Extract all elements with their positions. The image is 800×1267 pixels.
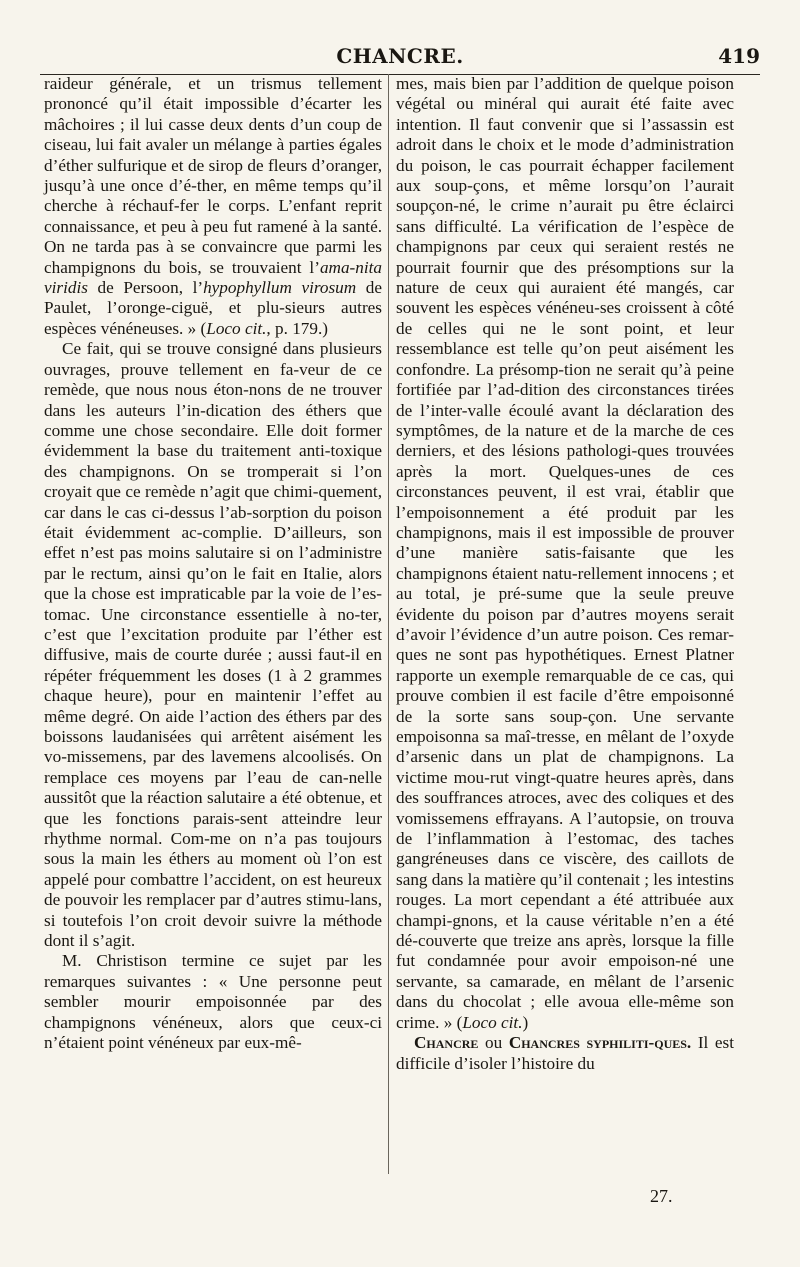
- text-run: , p. 179.): [266, 318, 329, 338]
- left-paragraph-3: M. Christison termine ce sujet par les remarques suivantes : « Une personne peut sembler mourir empoisonnée par des champignons vénéneux, alors que ceux-ci n’étaient point vénéneux par eux-mê-: [44, 951, 382, 1053]
- right-paragraph-2: [396, 1033, 734, 1074]
- signature-mark: 27.: [650, 1186, 673, 1206]
- left-paragraph-1: [44, 74, 382, 339]
- left-column: [44, 74, 382, 1054]
- text-run: de Persoon, l’: [87, 278, 204, 298]
- running-head: CHANCRE.: [336, 44, 464, 68]
- text-run: Il est difficile d’isoler l’histoire du: [396, 1033, 735, 1073]
- text-run: raideur générale, et un trismus tellement prononcé qu’il était impossible d’écarter les mâchoires ; il lui casse deux dents d’un coup de ciseau, lui fait avaler un mélange à parties égales d’éther sulfurique et de sirop de fleurs d’oranger, jusqu’à une once d’é-ther, en même temps qu’il cherche à réchauf-fer le corps. L’enfant reprit connaissance, et peu à peu fut ramené à la santé. On ne tarda pas à se convaincre que parmi les champignons du bois, se trouvaient l’: [44, 74, 382, 277]
- italic-term: ama-nita viridis: [44, 257, 382, 298]
- article-heading: Chancre: [414, 1033, 479, 1053]
- left-paragraph-2: Ce fait, qui se trouve consigné dans plusieurs ouvrages, prouve tellement en fa-veur de ce remède, que nous nous éton-nons de ne trouver dans les auteurs l’in-dication des éthers que comme une chose secondaire. Elle doit former évidemment la base du traitement anti-toxique des champignons. On se tromperait si l’on croyait que ce remède n’agit que chimi-quement, car dans le cas ci-dessus l’ab-sorption du poison était évidemment ac-complie. D’ailleurs, son effet n’est pas moins salutaire si on l’administre par le rectum, ainsi qu’on le fait en Italie, alors que la chose est impraticable par la voie de l’es-tomac. Une circonstance essentielle à no-ter, c’est que l’excitation produite par l’éther est diffusive, mais de courte durée ; aussi faut-il en répéter fréquemment les doses (1 à 2 grammes chaque heure), pour en maintenir l’effet au même degré. On aide l’action des éthers par des boissons laudanisées qui arrêtent aisément les vo-missemens, par des lavemens alcoolisés. On remplace ces moyens par l’eau de can-nelle aussitôt que la réaction salutaire a été obtenue, et que les fonctions parais-sent atteindre leur rhythme normal. Com-me on n’a pas toujours sous la main les éthers au moment où l’on est appelé pour combattre l’accident, on est heureux de pouvoir les remplacer par d’autres stimu-lans, si toutefois l’on croit devoir suivre la méthode dont il s’agit.: [44, 339, 382, 951]
- italic-citation: Loco cit.: [206, 318, 267, 338]
- page-number: 419: [718, 44, 760, 68]
- text-run: de Paulet, l’oronge-ciguë, et plu-sieurs autres espèces vénéneuses. » (: [44, 278, 382, 338]
- right-column: [396, 74, 734, 1074]
- text-run: ): [522, 1012, 529, 1032]
- italic-citation: Loco cit.: [462, 1012, 523, 1032]
- page-header: [40, 44, 760, 75]
- column-divider: [388, 74, 389, 1174]
- right-paragraph-1: [396, 74, 734, 1033]
- text-run: mes, mais bien par l’addition de quelque poison végétal ou minéral qui aurait été faite avec intention. Il faut convenir que si l’assassin est adroit dans le choix et le mode d’administration du poison, le cas pourrait échapper facilement aux soup-çons, et même lorsqu’on l’aurait soupçon-né, le crime n’aurait pu être éclairci sans difficulté. La vérification de l’espèce de champignons par ceux qui seraient restés ne pourrait fournir que des présomptions sur la nature de ceux qui auraient été mangés, car souvent les espèces vénéneu-ses croissent à côté de celles qui ne le sont point, et leur ressemblance est telle qu’on peut aisément les confondre. La présomp-tion ne serait qu’à peine fortifiée par l’ad-dition des circonstances tirées de l’inter-valle écoulé avant la déclaration des symptômes, de la nature et de la marche de ces derniers, et des lésions pathologi-ques trouvées après la mort. Quelques-unes de ces circonstances peuvent, il est vrai, établir que l’empoisonnement a été produit par les champignons, mais il est impossible de prouver d’une manière satis-faisante que les champignons étaient natu-rellement innocens ; et au total, je pré-sume que la seule preuve évidente du poison par d’autres moyens serait d’avoir l’évidence d’un autre poison. Ces remar-ques ne sont pas hypothétiques. Ernest Platner rapporte un exemple remarquable de ce cas, qui prouve combien il est facile d’être empoisonné de la sorte sans soup-çon. Une servante empoisonna sa maî-tresse, en mêlant de l’oxyde d’arsenic dans un plat de champignons. La victime mou-rut vingt-quatre heures après, dans des souffrances atroces, avec des coliques et des vomissemens effrayans. A l’autopsie, on trouva de l’inflammation à l’estomac, des taches gangréneuses dans ce viscère, des caillots de sang dans la matière qu’il contenait ; les intestins rouges. La mort cependant a été attribuée aux champi-gnons, et la cause véritable n’en a été dé-couverte que treize ans après, lorsque la fille fut condamnée pour avoir empoison-né une servante, sa camarade, en mêlant de l’arsenic dans du chocolat ; elle avoua elle-même son crime. » (: [396, 74, 734, 1032]
- text-run: ou: [478, 1033, 509, 1053]
- article-heading-2: Chancres syphiliti-ques.: [508, 1033, 692, 1053]
- italic-term: hypophyllum virosum: [203, 278, 357, 298]
